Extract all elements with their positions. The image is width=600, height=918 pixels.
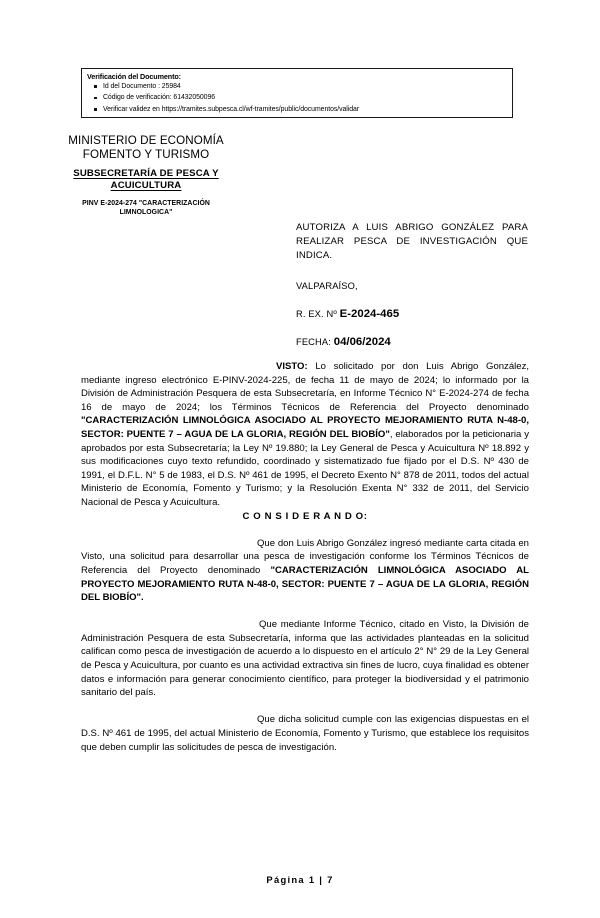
visto-project-name: "CARACTERIZACIÓN LIMNOLÓGICA ASOCIADO AL PROYECTO MEJORAMIENTO RUTA N-48-0, SECTOR: PUENTE 7 – AGUA DE LA GLORIA, REGIÓN DEL BIOBÍO": [81, 415, 529, 440]
document-body: [81, 360, 529, 754]
paragraph-considerando-2: [81, 618, 529, 700]
paragraph-considerando-1: [81, 537, 529, 605]
subsecretary-line-1: SUBSECRETARÍA DE PESCA Y: [73, 168, 219, 180]
resolution-date-label: FECHA:: [296, 337, 331, 348]
resolution-meta-block: [296, 221, 528, 348]
para3-text: Que dicha solicitud cumple con las exigencias dispuestas en el D.S. Nº 461 de 1995, del actual Ministerio de Economía, Fomento y Turismo, que establece los requisitos que deben cumplir las solicitudes de pesca de investigación.: [81, 714, 529, 753]
spacer: [81, 523, 529, 537]
visto-text-part-2: , elaborados por la peticionaria y aprobados por esta Subsecretaría; la Ley Nº 19.880; la Ley General de Pesca y Acuicultura Nº 18.892 y sus modificaciones cuyo texto refundido, coordinado y sistematizado fue fijado por el D.S. Nº 430 de 1991, el D.F.L. N° 5 de 1983, el D.S. Nº 461 de 1995, el Decreto Exento N° 878 de 2011, todos del actual Ministerio de Economía, Fomento y Turismo; y la Resolución Exenta N° 332 de 2011, del Servicio Nacional de Pesca y Acuicultura.: [81, 428, 529, 508]
page-footer: Página 1 | 7: [266, 874, 334, 885]
spacer: [81, 700, 529, 714]
resolution-date-value: 04/06/2024: [333, 336, 391, 349]
resolution-number-value: E-2024-465: [339, 308, 400, 321]
institution-header: [30, 134, 262, 217]
visto-label: VISTO:: [276, 361, 308, 372]
project-code-line-2: LIMNOLOGICA": [119, 208, 173, 216]
resolution-number-label: R. EX. Nº: [296, 309, 337, 320]
resolution-date: [296, 336, 528, 348]
project-code-line-1: PINV E-2024-274 "CARACTERIZACIÓN: [82, 199, 210, 207]
verification-item-id: Id del Documento : 25984: [103, 81, 512, 92]
ministry-line-2: FOMENTO Y TURISMO: [82, 147, 210, 161]
verification-title: Verificación del Documento:: [87, 71, 181, 81]
resolution-city: VALPARAÍSO,: [296, 281, 358, 292]
considerando-heading: C O N S I D E R A N D O:: [242, 510, 368, 522]
paragraph-considerando-3: [81, 713, 529, 754]
spacer: [81, 605, 529, 619]
resolution-number: [296, 308, 528, 320]
resolution-subject: AUTORIZA A LUIS ABRIGO GONZÁLEZ PARA REALIZAR PESCA DE INVESTIGACIÓN QUE INDICA.: [296, 222, 528, 262]
paragraph-visto: [81, 360, 529, 510]
para1-project-name: "CARACTERIZACIÓN LIMNOLÓGICA ASOCIADO AL PROYECTO MEJORAMIENTO RUTA N-48-0, SECTOR: PUENTE 7 – AGUA DE LA GLORIA, REGIÓN DEL BIOBÍO".: [81, 564, 529, 604]
project-code: [30, 199, 262, 217]
verification-item-url: Verificar validez en https://tramites.subpesca.cl/wf-tramites/public/documentos/validar: [103, 104, 512, 115]
visto-text-part-1: Lo solicitado por don Luis Abrigo González, mediante ingreso electrónico E-PINV-2024-225, de fecha 11 de mayo de 2024; lo informado por la División de Administración Pesquera de esta Subsecretaría, en Informe Técnico N° E-2024-274 de fecha 16 de mayo de 2024; los Términos Técnicos de Referencia del Proyecto denominado: [81, 361, 529, 413]
document-verification-box: [81, 68, 513, 118]
subsecretary-name: [30, 168, 262, 192]
para2-text: Que mediante Informe Técnico, citado en Visto, la División de Administración Pesquera de esta Subsecretaría, informa que las actividades planteadas en la solicitud califican como pesca de investigación de acuerdo a lo dispuesto en el artículo 2° N° 29 de la Ley General de Pesca y Acuicultura, por cuanto es una actividad extractiva sin fines de lucro, cuya finalidad es obtener datos e información para generar conocimiento científico, para proteger la biodiversidad y el patrimonio sanitario del país.: [81, 619, 529, 699]
para1-text: Que don Luis Abrigo González ingresó mediante carta citada en Visto, una solicitud para desarrollar una pesca de investigación conforme los Términos Técnicos de Referencia del Proyecto denominado: [81, 537, 529, 576]
subsecretary-line-2: ACUICULTURA: [110, 180, 182, 192]
ministry-line-1: MINISTERIO DE ECONOMÍA: [68, 134, 224, 147]
verification-item-code: Código de verificación: 61432050096: [103, 92, 512, 103]
verification-list: [82, 81, 512, 115]
